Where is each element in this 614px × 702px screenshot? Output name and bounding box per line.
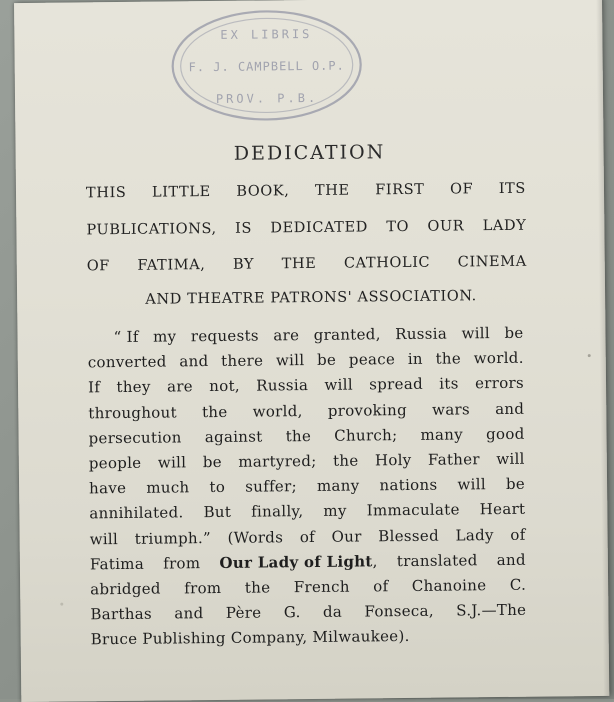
quote-word: will (157, 453, 187, 472)
quote-word: Church; (334, 425, 398, 445)
paper-fleck (60, 603, 63, 606)
quote-word: G. (283, 603, 301, 622)
quote-word: the (435, 349, 462, 368)
dedication-word: CATHOLIC (343, 254, 431, 272)
quote-word: spread (369, 375, 424, 394)
stamp-bottom-line: PROV. P.B. (215, 90, 319, 106)
quote-word: not, (209, 377, 241, 396)
quote-word: will (324, 375, 354, 395)
quote-word: granted, (313, 325, 381, 344)
quote-word: requests (190, 326, 259, 346)
quote-word: against (204, 427, 263, 446)
quote-word: of (299, 527, 316, 546)
quote-word: and (174, 604, 204, 623)
quote-line (90, 576, 526, 599)
quote-word: they (116, 378, 151, 397)
quote-line (88, 349, 524, 372)
book-title-bold: Our Lady of Light (219, 552, 373, 572)
quote-word: French (293, 577, 350, 597)
quote-word: Russia (395, 324, 448, 344)
quote-word: will (496, 449, 525, 469)
quote-line (90, 551, 526, 574)
quote-word: and (496, 550, 526, 569)
quote-word: triumph.” (134, 528, 212, 548)
dedication-word: BY (232, 256, 255, 273)
quote-word: from (184, 578, 222, 598)
quote-word: of (510, 525, 526, 544)
stamp-middle-line: F. J. CAMPBELL O.P. (188, 58, 345, 75)
quote-word: (Words (227, 527, 284, 547)
quote-line (89, 475, 525, 498)
book-title-comma: , (372, 552, 378, 571)
quote-word: people (88, 453, 142, 473)
quote-word: wars (432, 399, 471, 419)
quote-word: and (495, 399, 525, 418)
quote-word: Holy (374, 450, 412, 470)
quote-word: will (89, 529, 119, 548)
quote-word: annihilated. (89, 503, 184, 523)
quote-word: Russia (256, 376, 309, 395)
quote-word: S.J.—The (456, 600, 527, 620)
dedication-word: PUBLICATIONS, (86, 220, 217, 239)
dedication-word: THIS (85, 184, 127, 202)
quote-word: the (201, 402, 228, 421)
quote-word: the (285, 426, 312, 446)
quote-line (90, 525, 526, 548)
quote-word: will (275, 351, 305, 370)
quote-line (88, 374, 524, 397)
quote-word: are (273, 326, 300, 345)
quote-word: suffer; (245, 477, 297, 496)
quote-word: have (89, 479, 127, 498)
quote-word: martyred; (238, 451, 317, 471)
quote-word: from (163, 553, 201, 573)
quote-word: there (221, 351, 264, 371)
quote-word: Fonseca, (364, 601, 434, 621)
quote-word: Père (225, 603, 262, 623)
dedication-word: OF (86, 258, 111, 275)
quote-word: many (316, 476, 360, 496)
quote-word: Our (331, 527, 362, 546)
dedication-word: THE (314, 182, 350, 199)
quote-word: “ If (113, 327, 139, 347)
quote-word: much (146, 478, 190, 497)
book-title-reference (219, 552, 377, 572)
quote-word: Father (427, 450, 480, 469)
dedication-word: FIRST (375, 181, 425, 199)
quote-word: peace (348, 350, 396, 369)
stamp-top-line: EX LIBRIS (220, 26, 313, 42)
dedication-word: AND THEATRE PATRONS' ASSOCIATION. (145, 288, 477, 308)
quote-line (113, 324, 523, 346)
dedication-word: FATIMA, (137, 257, 206, 274)
dedication-line (86, 181, 526, 202)
quote-word: will (461, 324, 491, 343)
dedication-word: LADY (482, 217, 527, 235)
quote-line (89, 500, 525, 523)
quote-word: abridged (90, 579, 161, 599)
quote-word: be (505, 474, 526, 494)
quote-word: errors (474, 374, 525, 393)
quote-line (88, 425, 524, 448)
quote-word: are (166, 377, 194, 396)
quote-word: If (87, 378, 101, 397)
dedication-word: LITTLE (151, 184, 211, 201)
dedication-word: DEDICATED (270, 219, 369, 237)
quote-word: good (485, 424, 525, 443)
quote-word: of (373, 577, 389, 596)
quote-word: da (322, 602, 343, 622)
quote-word: to (209, 478, 226, 497)
quote-word: world, (252, 401, 303, 421)
quote-word: be (504, 323, 524, 342)
quote-word: C. (509, 575, 527, 594)
quote-word: Blessed (378, 526, 440, 545)
quote-line (88, 399, 524, 422)
quote-word: my (153, 327, 177, 346)
quote-word: provoking (327, 400, 408, 420)
quote-word: the (332, 451, 359, 470)
dedication-word: OUR (427, 218, 465, 235)
dedication-word: THE (281, 255, 317, 273)
quote-word: Bruce Publishing Company, Milwaukee). (90, 627, 410, 649)
quote-word: be (202, 452, 222, 472)
quote-word: and (179, 352, 209, 371)
dedication-line (86, 218, 526, 239)
dedication-line (37, 287, 585, 309)
quote-line (90, 601, 526, 624)
dedication-word: CINEMA (457, 253, 527, 271)
quote-word: world. (473, 348, 524, 368)
quote-word: its (439, 374, 459, 394)
quote-word: the (244, 578, 271, 597)
page-title: DEDICATION (233, 141, 386, 165)
quote-word: be (316, 350, 337, 370)
quote-word: converted (87, 352, 167, 372)
quote-word: Lady (455, 525, 494, 545)
quote-word: translated (396, 551, 478, 570)
quote-word: But (203, 503, 232, 522)
quote-word: Heart (479, 500, 526, 519)
quote-word: Chanoine (411, 576, 487, 595)
quote-line (89, 450, 525, 473)
quote-word: throughout (88, 402, 177, 422)
quote-word: my (323, 502, 347, 521)
quote-word: finally, (251, 502, 304, 522)
quote-word: nations (379, 475, 438, 495)
quote-word: will (457, 475, 486, 494)
quote-word: Immaculate (366, 500, 460, 520)
paper-fleck (588, 354, 591, 357)
dedication-word: BOOK, (236, 183, 290, 200)
dedication-word: OF (450, 181, 474, 198)
quote-word: Barthas (90, 604, 153, 624)
dedication-word: TO (386, 218, 410, 236)
quote-word: Fatima (89, 554, 145, 574)
dedication-word: IS (234, 220, 253, 237)
quote-word: persecution (88, 428, 182, 448)
quote-word: in (407, 350, 423, 369)
dedication-word: ITS (498, 180, 527, 198)
ownership-stamp (167, 5, 366, 125)
dedication-line (87, 254, 527, 275)
stamp-graphic (167, 5, 366, 125)
book-page (14, 0, 609, 702)
quote-line (91, 626, 527, 649)
quote-word: many (420, 425, 464, 444)
